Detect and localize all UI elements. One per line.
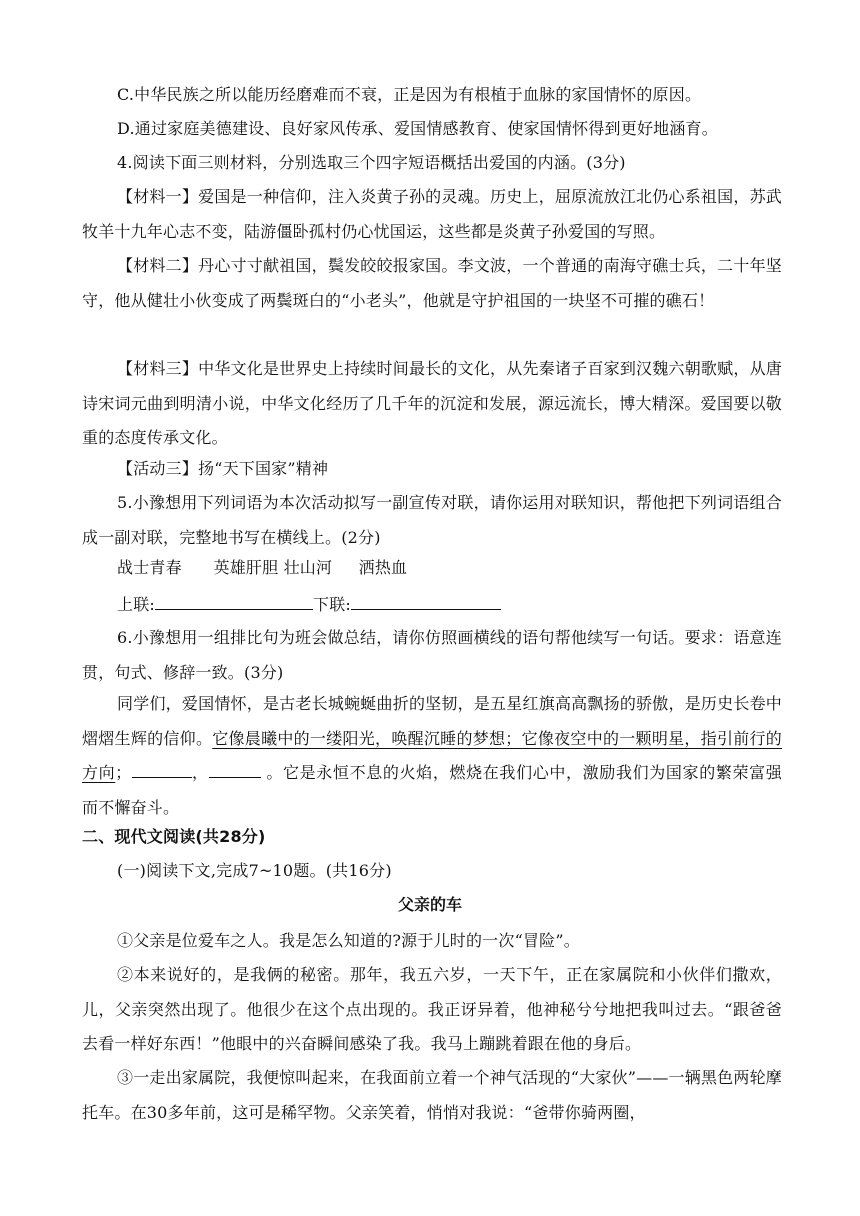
continue-blank-2[interactable]	[209, 759, 261, 778]
passage-intro: 同学们，爱国情怀，是古老长城蜿蜒曲折的坚韧，是五星红旗高高飘扬的骄傲，是历史长卷中熠熠生辉的信仰。	[82, 694, 782, 748]
material-1: 【材料一】爱国是一种信仰，注入炎黄子孙的灵魂。历史上，屈原流放江北仍心系祖国，苏武牧羊十九年心志不变，陆游僵卧孤村仍心忧国运，这些都是炎黄子孙爱国的写照。	[82, 187, 782, 241]
paragraph-2: ②本来说好的，是我俩的秘密。那年，我五六岁，一天下午，正在家属院和小伙伴们撒欢，儿，父亲突然出现了。他很少在这个点出现的。我正讶异着，他神秘兮兮地把我叫过去。“跟爸爸去看一样好东西！”他眼中的兴奋瞬间感染了我。我马上蹦跳着跟在他的身后。	[82, 965, 782, 1053]
question-5: 5.小豫想用下列词语为本次活动拟写一副宣传对联，请你运用对联知识，帮他把下列词语组合成一副对联，完整地书写在横线上。(2分)	[82, 493, 782, 547]
upper-label: 上联:	[117, 595, 155, 614]
paragraph-1: ①父亲是位爱车之人。我是怎么知道的?源于儿时的一次“冒险”。	[117, 931, 580, 950]
material-3: 【材料三】中华文化是世界史上持续时间最长的文化，从先秦诸子百家到汉魏六朝歌赋，从唐诗宋词元曲到明清小说，中华文化经历了几千年的沉淀和发展，源远流长，博大精深。爱国要以敬重的态度传承文化。	[82, 359, 782, 447]
paragraph-3: ③一走出家属院，我便惊叫起来，在我面前立着一个神气活现的“大家伙”——一辆黑色两轮摩托车。在30多年前，这可是稀罕物。父亲笑着，悄悄对我说：“爸带你骑两圈，	[82, 1068, 782, 1122]
continue-blank-1[interactable]	[132, 759, 192, 778]
passage-ending: 。它是永恒不息的火焰，燃烧在我们心中，激励我们为国家的繁荣富强而不懈奋斗。	[82, 763, 782, 817]
question-4: 4.阅读下面三则材料，分别选取三个四字短语概括出爱国的内涵。(3分)	[117, 153, 626, 172]
upper-couplet-blank[interactable]	[155, 591, 313, 610]
lower-label: 下联:	[313, 595, 351, 614]
option-c: C.中华民族之所以能历经磨难而不衰，正是因为有根植于血脉的家国情怀的原因。	[117, 85, 702, 104]
activity-3-heading: 【活动三】扬“天下国家”精神	[117, 459, 329, 478]
article-title: 父亲的车	[397, 895, 462, 914]
semicolon: ；	[115, 763, 132, 782]
couplet-words: 战士青春 英雄肝胆 壮山河 洒热血	[117, 558, 408, 577]
couplet-answer-line	[82, 588, 782, 623]
underlined-model-sentence: 它像晨曦中的一缕阳光，唤醒沉睡的梦想；它像夜空中的一颗明星，指引前行的方向	[82, 728, 782, 782]
material-2: 【材料二】丹心寸寸献祖国，鬓发皎皎报家国。李文波，一个普通的南海守礁士兵，二十年坚守，他从健壮小伙变成了两鬓斑白的“小老头”，他就是守护祖国的一块坚不可摧的礁石！	[82, 256, 782, 310]
subsection-1-instruction: (一)阅读下文,完成7~10题。(共16分)	[117, 861, 392, 880]
section-2-heading: 二、现代文阅读(共28分)	[82, 827, 266, 846]
parallel-passage	[82, 687, 782, 825]
comma: ，	[191, 763, 209, 782]
question-6: 6.小豫想用一组排比句为班会做总结，请你仿照画横线的语句帮他续写一句话。要求：语意连贯，句式、修辞一致。(3分)	[82, 628, 782, 682]
lower-couplet-blank[interactable]	[351, 591, 501, 610]
option-d: D.通过家庭美德建设、良好家风传承、爱国情感教育、使家国情怀得到更好地涵育。	[117, 119, 718, 138]
